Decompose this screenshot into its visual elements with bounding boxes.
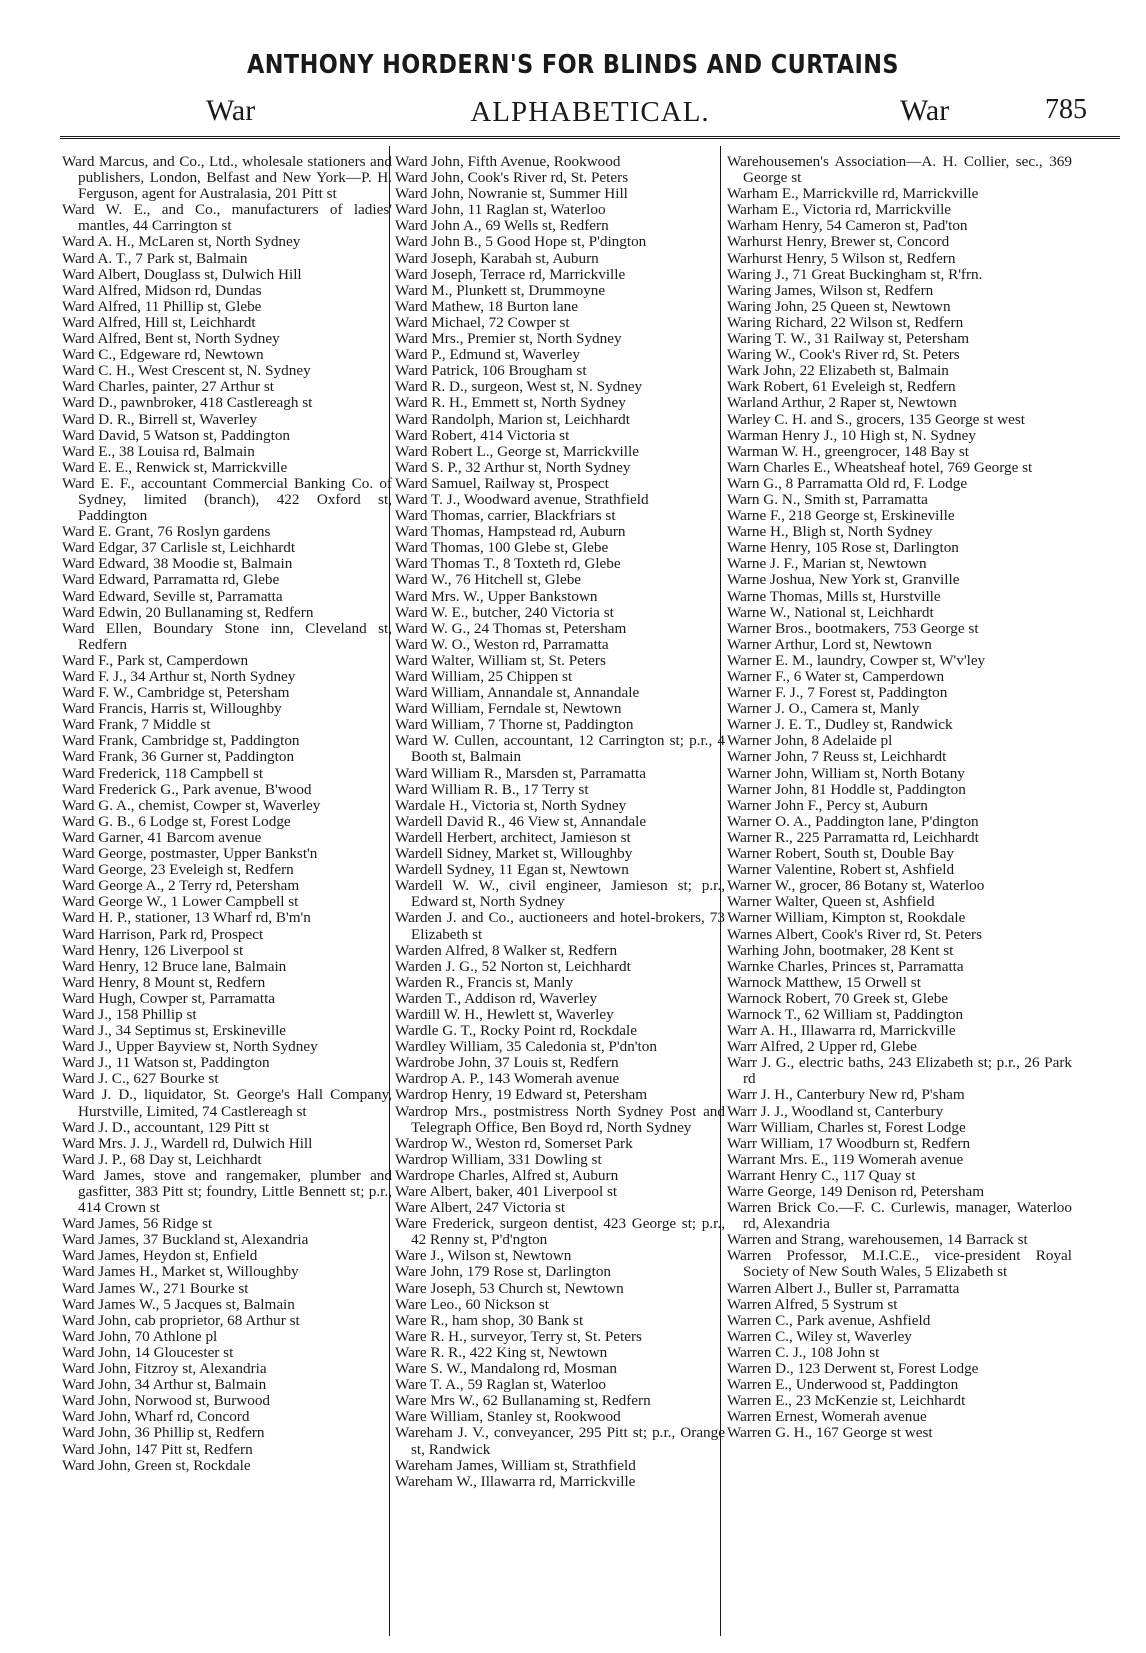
directory-entry: Warham E., Victoria rd, Marrickville: [727, 201, 952, 219]
directory-entry: Ward W. E., and Co., manufacturers of ladies' mantles, 44 Carrington st: [62, 201, 392, 235]
directory-entry: Ward Patrick, 106 Brougham st: [395, 362, 587, 380]
directory-entry: Warham Henry, 54 Cameron st, Pad'ton: [727, 217, 968, 235]
directory-entry: Ward John, Fitzroy st, Alexandria: [62, 1360, 267, 1378]
directory-entry: Warner Arthur, Lord st, Newtown: [727, 635, 932, 653]
directory-entry: Ware S. W., Mandalong rd, Mosman: [395, 1360, 617, 1378]
directory-entry: Warren Professor, M.I.C.E., vice-president Royal Society of New South Wales, 5 Elizabeth st: [727, 1247, 1072, 1281]
directory-entry: Ward James, 56 Ridge st: [62, 1215, 213, 1233]
directory-entry: Ward S. P., 32 Arthur st, North Sydney: [395, 458, 631, 476]
directory-entry: Warner J. O., Camera st, Manly: [727, 700, 920, 718]
directory-entry: Wardell David R., 46 View st, Annandale: [395, 812, 647, 830]
directory-entry: Ward C. H., West Crescent st, N. Sydney: [62, 362, 311, 380]
directory-entry: Ward James W., 271 Bourke st: [62, 1279, 249, 1297]
directory-entry: Ward Frederick, 118 Campbell st: [62, 764, 264, 782]
directory-entry: Ward Charles, painter, 27 Arthur st: [62, 378, 275, 396]
directory-entry: Ward George W., 1 Lower Campbell st: [62, 893, 299, 911]
directory-entry: Ward J. D., accountant, 129 Pitt st: [62, 1118, 270, 1136]
directory-entry: Warhurst Henry, 5 Wilson st, Redfern: [727, 249, 956, 267]
directory-entry: Ward Alfred, Midson rd, Dundas: [62, 281, 262, 299]
directory-entry: Ware R. H., surveyor, Terry st, St. Peters: [395, 1327, 642, 1345]
directory-entry: Warhurst Henry, Brewer st, Concord: [727, 233, 950, 251]
directory-entry: Warne J. F., Marian st, Newtown: [727, 555, 927, 573]
directory-entry: Ward J., 11 Watson st, Paddington: [62, 1054, 270, 1072]
directory-entry: Ward Frank, 36 Gurner st, Paddington: [62, 748, 295, 766]
directory-entry: Warne W., National st, Leichhardt: [727, 603, 934, 621]
directory-entry: Warner Bros., bootmakers, 753 George st: [727, 619, 979, 637]
directory-entry: Ward F. J., 34 Arthur st, North Sydney: [62, 668, 296, 685]
directory-entry: Warden Alfred, 8 Walker st, Redfern: [395, 941, 618, 959]
directory-entry: Warr Alfred, 2 Upper rd, Glebe: [727, 1038, 917, 1056]
directory-entry: Wardrope Charles, Alfred st, Auburn: [395, 1166, 619, 1184]
directory-entry: Warren Brick Co.—F. C. Curlewis, manager, Waterloo rd, Alexandria: [727, 1199, 1072, 1233]
directory-entry: Ward Thomas, Hampstead rd, Auburn: [395, 523, 626, 541]
directory-entry: Ward Edward, Parramatta rd, Glebe: [62, 571, 280, 589]
directory-entry: Wark John, 22 Elizabeth st, Balmain: [727, 362, 949, 380]
directory-entry: Waring John, 25 Queen st, Newtown: [727, 297, 951, 315]
directory-entry: Warren Albert J., Buller st, Parramatta: [727, 1279, 960, 1297]
directory-entry: Ward D., pawnbroker, 418 Castlereagh st: [62, 394, 313, 412]
directory-entry: Ward Edwin, 20 Bullanaming st, Redfern: [62, 603, 314, 621]
directory-entry: Ward Thomas, 100 Glebe st, Glebe: [395, 539, 609, 557]
directory-entry: Ward Michael, 72 Cowper st: [395, 313, 570, 331]
directory-entry: Ward John, Green st, Rockdale: [62, 1456, 251, 1474]
directory-entry: Ware R. R., 422 King st, Newtown: [395, 1343, 608, 1361]
directory-entry: Warne F., 218 George st, Erskineville: [727, 507, 955, 525]
directory-entry: Warn G., 8 Parramatta Old rd, F. Lodge: [727, 474, 968, 492]
directory-entry: Ward James H., Market st, Willoughby: [62, 1263, 299, 1281]
directory-entry: Warner John, 8 Adelaide pl: [727, 732, 893, 750]
directory-entry: Warland Arthur, 2 Raper st, Newtown: [727, 394, 957, 412]
directory-entry: Ware Joseph, 53 Church st, Newtown: [395, 1279, 624, 1297]
directory-entry: Ward Joseph, Terrace rd, Marrickville: [395, 265, 626, 283]
page-header: [60, 94, 1120, 134]
directory-entry: Ward Robert, 414 Victoria st: [395, 426, 570, 444]
directory-entry: Warner O. A., Paddington lane, P'dington: [727, 812, 979, 830]
directory-entry: Waring W., Cook's River rd, St. Peters: [727, 346, 960, 364]
directory-entry: Warren and Strang, warehousemen, 14 Barrack st: [727, 1231, 1028, 1249]
directory-entry: Wardale H., Victoria st, North Sydney: [395, 796, 627, 814]
directory-entry: Warren G. H., 167 George st west: [727, 1424, 933, 1442]
directory-entry: Ward Frank, 7 Middle st: [62, 716, 211, 734]
directory-entry: Ware Albert, 247 Victoria st: [395, 1199, 566, 1217]
directory-entry: Warner Walter, Queen st, Ashfield: [727, 893, 935, 911]
directory-entry: Warner Valentine, Robert st, Ashfield: [727, 861, 955, 879]
directory-entry: Warr William, Charles st, Forest Lodge: [727, 1118, 966, 1136]
directory-entry: Ward J. C., 627 Bourke st: [62, 1070, 219, 1088]
directory-entry: Ward John, Norwood st, Burwood: [62, 1392, 271, 1410]
directory-entry: Warren Ernest, Womerah avenue: [727, 1408, 927, 1426]
directory-entry: Ward R. H., Emmett st, North Sydney: [395, 394, 626, 412]
directory-entry: Waring Richard, 22 Wilson st, Redfern: [727, 313, 964, 331]
directory-entry: Ward Thomas T., 8 Toxteth rd, Glebe: [395, 555, 621, 573]
directory-entry: Wardell Herbert, architect, Jamieson st: [395, 828, 631, 846]
directory-entry: Waring James, Wilson st, Redfern: [727, 281, 934, 299]
directory-entry: Warner John, 7 Reuss st, Leichhardt: [727, 748, 947, 766]
directory-entry: Ward John, 14 Gloucester st: [62, 1343, 234, 1361]
directory-entry: Warner William, Kimpton st, Rookdale: [727, 909, 966, 927]
directory-entry: Warren E., 23 McKenzie st, Leichhardt: [727, 1392, 966, 1410]
directory-entry: Ward John, 36 Phillip st, Redfern: [62, 1424, 265, 1442]
directory-entry: Ward Mrs. J. J., Wardell rd, Dulwich Hill: [62, 1134, 313, 1152]
directory-entry: Warren D., 123 Derwent st, Forest Lodge: [727, 1360, 979, 1378]
directory-entry: Warn G. N., Smith st, Parramatta: [727, 490, 928, 508]
directory-entry: Ward Samuel, Railway st, Prospect: [395, 474, 609, 492]
directory-entry: Ward John B., 5 Good Hope st, P'dington: [395, 233, 647, 251]
directory-entry: Ward W. G., 24 Thomas st, Petersham: [395, 619, 627, 637]
directory-entry: Waring T. W., 31 Railway st, Petersham: [727, 330, 970, 348]
directory-entry: Ward Albert, Douglass st, Dulwich Hill: [62, 265, 302, 283]
directory-entry: Ward James, stove and rangemaker, plumber and gasfitter, 383 Pitt st; foundry, Little Bennett st; p.r., 414 Crown st: [62, 1166, 392, 1217]
directory-entry: Ward Alfred, Bent st, North Sydney: [62, 330, 280, 348]
directory-entry: Warr A. H., Illawarra rd, Marrickville: [727, 1022, 956, 1040]
directory-entry: Warnock Robert, 70 Greek st, Glebe: [727, 989, 949, 1007]
directory-entry: Warn Charles E., Wheatsheaf hotel, 769 George st: [727, 458, 1033, 476]
directory-entry: Ward F. W., Cambridge st, Petersham: [62, 684, 290, 702]
directory-entry: Ward John, Nowranie st, Summer Hill: [395, 185, 628, 203]
directory-entry: Ward John A., 69 Wells st, Redfern: [395, 217, 609, 235]
directory-entry: Wardrop Henry, 19 Edward st, Petersham: [395, 1086, 648, 1104]
directory-entry: Warr J. G., electric baths, 243 Elizabeth st; p.r., 26 Park rd: [727, 1054, 1072, 1088]
directory-entry: Warren C., Wiley st, Waverley: [727, 1327, 912, 1345]
directory-entry: Ware Mrs W., 62 Bullanaming st, Redfern: [395, 1392, 651, 1410]
directory-column-2: [395, 154, 725, 1634]
directory-entry: Warrant Mrs. E., 119 Womerah avenue: [727, 1150, 964, 1168]
directory-entry: Ward A. T., 7 Park st, Balmain: [62, 249, 248, 267]
directory-entry: Warnock Matthew, 15 Orwell st: [727, 973, 921, 991]
header-rule: [60, 136, 1120, 139]
directory-entry: Ward George A., 2 Terry rd, Petersham: [62, 877, 300, 895]
directory-entry: Ward William, Ferndale st, Newtown: [395, 700, 622, 718]
directory-entry: Ward John, Cook's River rd, St. Peters: [395, 169, 629, 187]
directory-entry: Warren C. J., 108 John st: [727, 1343, 880, 1361]
directory-entry: Ward John, cab proprietor, 68 Arthur st: [62, 1311, 300, 1329]
directory-entry: Ward Henry, 126 Liverpool st: [62, 941, 244, 959]
page-number: 785: [1045, 94, 1087, 125]
directory-entry: Warner F. J., 7 Forest st, Paddington: [727, 684, 948, 702]
directory-entry: Ware John, 179 Rose st, Darlington: [395, 1263, 612, 1281]
directory-entry: Wareham James, William st, Strathfield: [395, 1456, 636, 1474]
directory-entry: Ward Frederick G., Park avenue, B'wood: [62, 780, 312, 798]
directory-entry: Ward Thomas, carrier, Blackfriars st: [395, 507, 616, 525]
directory-entry: Warner W., grocer, 86 Botany st, Waterloo: [727, 877, 985, 895]
directory-entry: Ward Alfred, Hill st, Leichhardt: [62, 313, 256, 331]
directory-entry: Warner Robert, South st, Double Bay: [727, 845, 954, 863]
directory-entry: Warner John, William st, North Botany: [727, 764, 965, 782]
directory-entry: Ward James, 37 Buckland st, Alexandria: [62, 1231, 309, 1249]
directory-entry: Ward Edgar, 37 Carlisle st, Leichhardt: [62, 539, 296, 557]
directory-entry: Wardrop A. P., 143 Womerah avenue: [395, 1070, 620, 1088]
directory-entry: Ward John, Fifth Avenue, Rookwood: [395, 154, 621, 170]
directory-entry: Ward F., Park st, Camperdown: [62, 651, 249, 669]
directory-entry: Warne Thomas, Mills st, Hurstville: [727, 587, 941, 605]
directory-entry: Warr J. H., Canterbury New rd, P'sham: [727, 1086, 965, 1104]
directory-entry: Waring J., 71 Great Buckingham st, R'frn.: [727, 265, 983, 283]
directory-entry: Ward E. E., Renwick st, Marrickville: [62, 458, 288, 476]
directory-entry: Warren C., Park avenue, Ashfield: [727, 1311, 931, 1329]
directory-entry: Warnock T., 62 William st, Paddington: [727, 1005, 964, 1023]
directory-entry: Ward W. Cullen, accountant, 12 Carrington st; p.r., 4 Booth st, Balmain: [395, 732, 725, 766]
directory-entry: Ware J., Wilson st, Newtown: [395, 1247, 572, 1265]
directory-entry: Ward James, Heydon st, Enfield: [62, 1247, 258, 1265]
directory-entry: Ward J. P., 68 Day st, Leichhardt: [62, 1150, 262, 1168]
directory-entry: Ware R., ham shop, 30 Bank st: [395, 1311, 584, 1329]
directory-entry: Warnke Charles, Princes st, Parramatta: [727, 957, 964, 975]
directory-entry: Warner John F., Percy st, Auburn: [727, 796, 928, 814]
header-right-guide-word: War: [900, 94, 950, 127]
directory-entry: Ward Edward, 38 Moodie st, Balmain: [62, 555, 293, 573]
directory-entry: Ward A. H., McLaren st, North Sydney: [62, 233, 301, 251]
directory-entry: Wareham J. V., conveyancer, 295 Pitt st; p.r., Orange st, Randwick: [395, 1424, 725, 1458]
directory-entry: Warr J. J., Woodland st, Canterbury: [727, 1102, 944, 1120]
directory-column-1: [62, 154, 392, 1634]
page-banner: ANTHONY HORDERN'S FOR BLINDS AND CURTAINS: [247, 50, 899, 80]
directory-entry: Wardle G. T., Rocky Point rd, Rockdale: [395, 1022, 638, 1040]
directory-entry: Ward William, Annandale st, Annandale: [395, 684, 640, 702]
directory-entry: Ward John, 34 Arthur st, Balmain: [62, 1376, 267, 1394]
directory-entry: Ward J., Upper Bayview st, North Sydney: [62, 1038, 318, 1056]
directory-entry: Wardell W. W., civil engineer, Jamieson st; p.r., Edward st, North Sydney: [395, 877, 725, 911]
directory-entry: Ward John, 147 Pitt st, Redfern: [62, 1440, 253, 1458]
directory-entry: Ward E., 38 Louisa rd, Balmain: [62, 442, 255, 460]
directory-entry: Wardrop Mrs., postmistress North Sydney Post and Telegraph Office, Ben Boyd rd, North Sydney: [395, 1102, 725, 1136]
directory-entry: Warman Henry J., 10 High st, N. Sydney: [727, 426, 976, 444]
directory-entry: Warne Henry, 105 Rose st, Darlington: [727, 539, 959, 557]
directory-entry: Ward Harrison, Park rd, Prospect: [62, 925, 264, 943]
directory-entry: Ward Mrs. W., Upper Bankstown: [395, 587, 598, 605]
directory-entry: Warden T., Addison rd, Waverley: [395, 989, 598, 1007]
directory-entry: Ward Joseph, Karabah st, Auburn: [395, 249, 599, 267]
directory-entry: Warne Joshua, New York st, Granville: [727, 571, 960, 589]
header-title: ALPHABETICAL.: [470, 96, 710, 128]
directory-entry: Ward John, 70 Athlone pl: [62, 1327, 218, 1345]
directory-entry: Warr William, 17 Woodburn st, Redfern: [727, 1134, 971, 1152]
directory-entry: Ward E. F., accountant Commercial Banking Co. of Sydney, limited (branch), 422 Oxford st, Paddington: [62, 474, 392, 525]
directory-entry: Ward John, Wharf rd, Concord: [62, 1408, 250, 1426]
directory-entry: Warden J. and Co., auctioneers and hotel-brokers, 73 Elizabeth st: [395, 909, 725, 943]
directory-entry: Ward William, 25 Chippen st: [395, 668, 573, 685]
directory-entry: Ward E. Grant, 76 Roslyn gardens: [62, 523, 271, 541]
directory-entry: Ward Walter, William st, St. Peters: [395, 651, 606, 669]
directory-entry: Ward William R. B., 17 Terry st: [395, 780, 589, 798]
directory-entry: Ward James W., 5 Jacques st, Balmain: [62, 1295, 295, 1313]
directory-entry: Warham E., Marrickville rd, Marrickville: [727, 185, 979, 203]
directory-entry: Wardrop William, 331 Dowling st: [395, 1150, 602, 1168]
directory-entry: Warren Alfred, 5 Systrum st: [727, 1295, 898, 1313]
directory-entry: Wardrop W., Weston rd, Somerset Park: [395, 1134, 633, 1152]
directory-entry: Warrant Henry C., 117 Quay st: [727, 1166, 916, 1184]
directory-entry: Ward William R., Marsden st, Parramatta: [395, 764, 646, 782]
directory-entry: Ward Henry, 8 Mount st, Redfern: [62, 973, 266, 991]
directory-entry: Warner J. E. T., Dudley st, Randwick: [727, 716, 953, 734]
directory-entry: Ward J., 158 Phillip st: [62, 1005, 197, 1023]
directory-entry: Wardill W. H., Hewlett st, Waverley: [395, 1005, 614, 1023]
directory-entry: Wardrobe John, 37 Louis st, Redfern: [395, 1054, 619, 1072]
directory-entry: Warren E., Underwood st, Paddington: [727, 1376, 959, 1394]
directory-entry: Ward Randolph, Marion st, Leichhardt: [395, 410, 630, 428]
directory-entry: Ward William, 7 Thorne st, Paddington: [395, 716, 634, 734]
directory-entry: Ward H. P., stationer, 13 Wharf rd, B'm'n: [62, 909, 311, 927]
header-left-guide-word: War: [206, 94, 256, 127]
directory-entry: Ward Henry, 12 Bruce lane, Balmain: [62, 957, 287, 975]
directory-column-3: [727, 154, 1072, 1634]
directory-entry: Ware Leo., 60 Nickson st: [395, 1295, 549, 1313]
directory-entry: Ware T. A., 59 Raglan st, Waterloo: [395, 1376, 606, 1394]
directory-entry: Ward Ellen, Boundary Stone inn, Cleveland st, Redfern: [62, 619, 392, 653]
directory-entry: Warnes Albert, Cook's River rd, St. Peters: [727, 925, 983, 943]
directory-entry: Ward C., Edgeware rd, Newtown: [62, 346, 264, 364]
directory-entry: Ward Frank, Cambridge st, Paddington: [62, 732, 300, 750]
directory-entry: Ward Garner, 41 Barcom avenue: [62, 828, 262, 846]
directory-entry: Ware William, Stanley st, Rookwood: [395, 1408, 621, 1426]
directory-entry: Ward Francis, Harris st, Willoughby: [62, 700, 282, 718]
directory-entry: Ward M., Plunkett st, Drummoyne: [395, 281, 606, 299]
directory-entry: Warner E. M., laundry, Cowper st, W'v'ley: [727, 651, 986, 669]
directory-entry: Wardley William, 35 Caledonia st, P'dn'ton: [395, 1038, 657, 1056]
directory-entry: Warner John, 81 Hoddle st, Paddington: [727, 780, 966, 798]
directory-entry: Ward G. B., 6 Lodge st, Forest Lodge: [62, 812, 291, 830]
directory-entry: Ware Frederick, surgeon dentist, 423 George st; p.r., 42 Renny st, P'd'ngton: [395, 1215, 725, 1249]
directory-entry: Wark Robert, 61 Eveleigh st, Redfern: [727, 378, 956, 396]
directory-entry: Ward G. A., chemist, Cowper st, Waverley: [62, 796, 321, 814]
directory-entry: Ward Marcus, and Co., Ltd., wholesale stationers and publishers, London, Belfast and New York—P. H. Ferguson, agent for Australasia, 201 Pitt st: [62, 154, 392, 203]
directory-entry: Warhing John, bootmaker, 28 Kent st: [727, 941, 954, 959]
directory-entry: Ward D. R., Birrell st, Waverley: [62, 410, 258, 428]
directory-entry: Ward W. O., Weston rd, Parramatta: [395, 635, 609, 653]
directory-entry: Warehousemen's Association—A. H. Collier, sec., 369 George st: [727, 154, 1072, 187]
directory-entry: Ward Edward, Seville st, Parramatta: [62, 587, 283, 605]
directory-entry: Ward W., 76 Hitchell st, Glebe: [395, 571, 582, 589]
directory-entry: Ward Mathew, 18 Burton lane: [395, 297, 578, 315]
directory-entry: Ward W. E., butcher, 240 Victoria st: [395, 603, 614, 621]
directory-entry: Warley C. H. and S., grocers, 135 George st west: [727, 410, 1025, 428]
directory-entry: Ward George, postmaster, Upper Bankst'n: [62, 845, 318, 863]
directory-entry: Warner F., 6 Water st, Camperdown: [727, 668, 945, 685]
directory-entry: Ward Robert L., George st, Marrickville: [395, 442, 639, 460]
directory-entry: Ward David, 5 Watson st, Paddington: [62, 426, 291, 444]
directory-entry: Ward John, 11 Raglan st, Waterloo: [395, 201, 606, 219]
directory-entry: Ward J., 34 Septimus st, Erskineville: [62, 1022, 287, 1040]
directory-entry: Warner R., 225 Parramatta rd, Leichhardt: [727, 828, 979, 846]
directory-entry: Ward T. J., Woodward avenue, Strathfield: [395, 490, 649, 508]
directory-entry: Ward Hugh, Cowper st, Parramatta: [62, 989, 276, 1007]
directory-entry: Ward Alfred, 11 Phillip st, Glebe: [62, 297, 262, 315]
directory-entry: Warman W. H., greengrocer, 148 Bay st: [727, 442, 969, 460]
directory-entry: Warden J. G., 52 Norton st, Leichhardt: [395, 957, 631, 975]
directory-entry: Ware Albert, baker, 401 Liverpool st: [395, 1183, 618, 1200]
directory-entry: Ward Mrs., Premier st, North Sydney: [395, 330, 622, 348]
directory-entry: Ward J. D., liquidator, St. George's Hall Company, Hurstville, Limited, 74 Castlereagh st: [62, 1086, 392, 1120]
directory-entry: Ward George, 23 Eveleigh st, Redfern: [62, 861, 294, 879]
directory-entry: Warre George, 149 Denison rd, Petersham: [727, 1183, 985, 1200]
directory-entry: Wareham W., Illawarra rd, Marrickville: [395, 1472, 636, 1490]
directory-entry: Wardell Sydney, 11 Egan st, Newtown: [395, 861, 629, 879]
directory-entry: Ward P., Edmund st, Waverley: [395, 346, 580, 364]
directory-entry: Warne H., Bligh st, North Sydney: [727, 523, 933, 541]
directory-entry: Warden R., Francis st, Manly: [395, 973, 574, 991]
directory-entry: Ward R. D., surgeon, West st, N. Sydney: [395, 378, 643, 396]
directory-entry: Wardell Sidney, Market st, Willoughby: [395, 845, 633, 863]
